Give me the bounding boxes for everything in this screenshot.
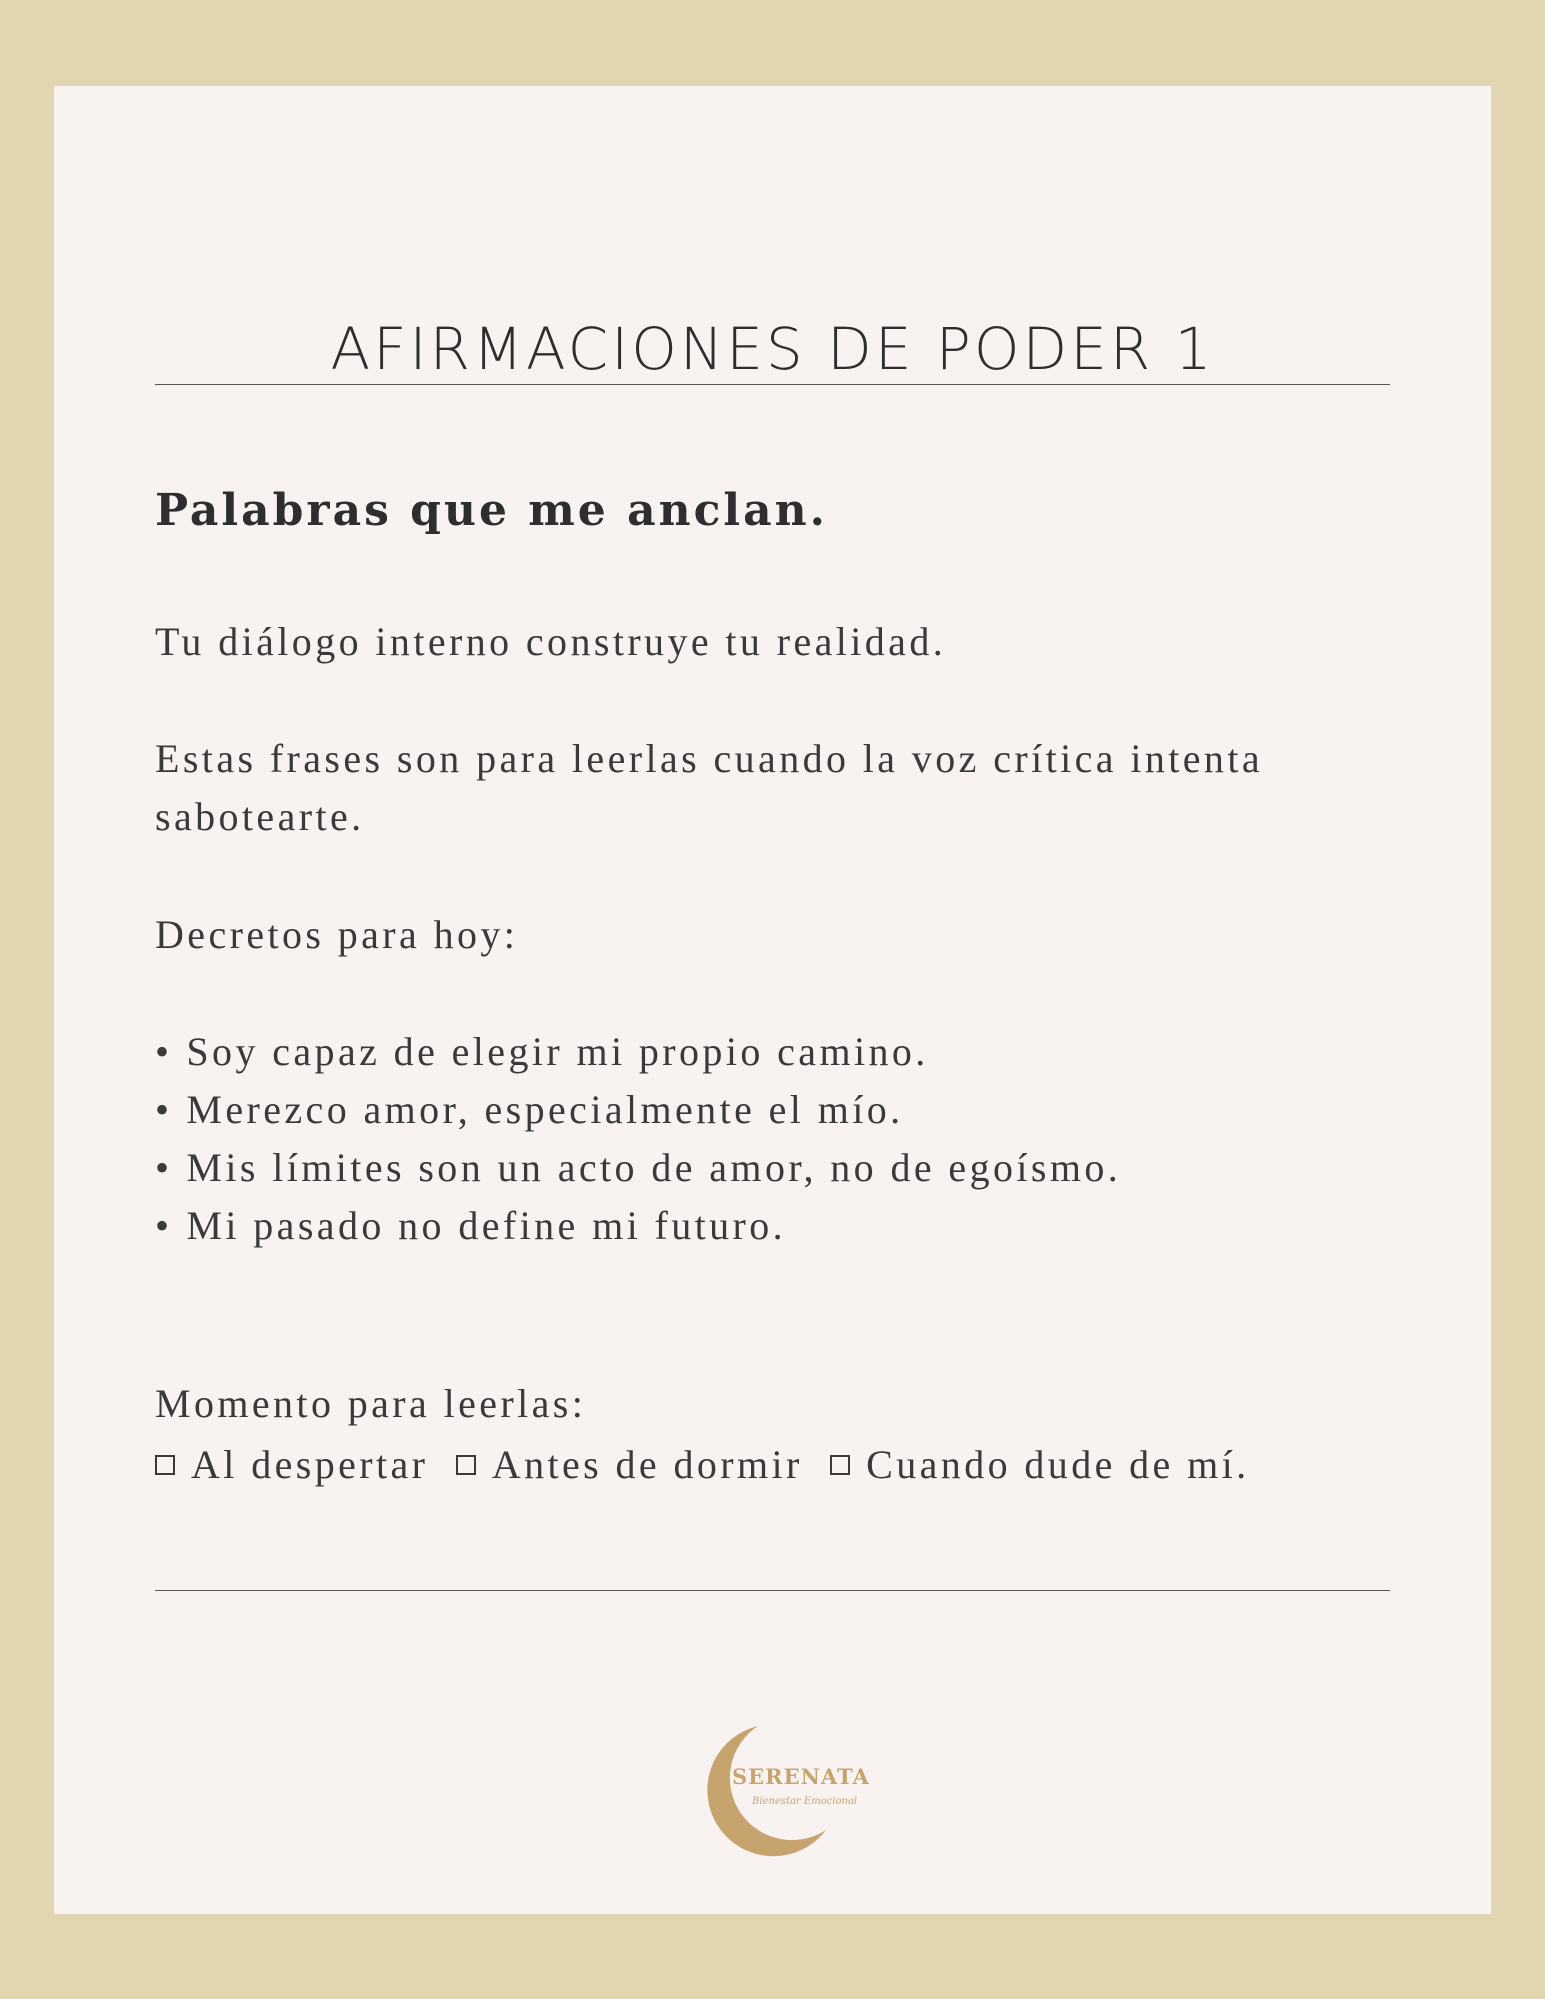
list-item: [155, 1139, 1121, 1197]
purpose-text-line1: Estas frases son para leerlas cuando la voz crítica intenta: [155, 736, 1263, 781]
checkbox-label: Al despertar: [191, 1442, 429, 1487]
checkbox-icon[interactable]: [456, 1455, 476, 1475]
top-divider: [155, 384, 1390, 385]
section-heading: Palabras que me anclan.: [155, 485, 828, 536]
moments-label: Momento para leerlas:: [155, 1381, 587, 1426]
checkbox-icon[interactable]: [830, 1455, 850, 1475]
logo-name: SERENATA: [732, 1764, 870, 1789]
bottom-divider: [155, 1590, 1390, 1591]
bullet-icon: •: [155, 1029, 173, 1074]
list-item: [155, 1023, 1121, 1081]
bullet-icon: •: [155, 1087, 173, 1132]
checkbox-option-sleep[interactable]: [456, 1436, 803, 1494]
moments-options: [155, 1433, 1264, 1494]
page-title: AFIRMACIONES DE PODER 1: [330, 315, 1215, 383]
list-item: [155, 1197, 1121, 1255]
bullet-icon: •: [155, 1203, 173, 1248]
crescent-moon-icon: [686, 1718, 906, 1868]
affirmations-list: [155, 1023, 1121, 1255]
affirmation-text: Merezco amor, especialmente el mío.: [186, 1087, 904, 1132]
checkbox-label: Cuando dude de mí.: [866, 1442, 1250, 1487]
worksheet-card: [54, 86, 1491, 1914]
affirmation-text: Soy capaz de elegir mi propio camino.: [186, 1029, 929, 1074]
bullet-icon: •: [155, 1145, 173, 1190]
serenata-logo: [686, 1718, 906, 1868]
affirmation-text: Mis límites son un acto de amor, no de egoísmo.: [186, 1145, 1122, 1190]
list-item: [155, 1081, 1121, 1139]
purpose-text-line2: sabotearte.: [155, 794, 365, 839]
decrees-label: Decretos para hoy:: [155, 912, 519, 957]
checkbox-option-wake[interactable]: [155, 1436, 428, 1494]
intro-text: Tu diálogo interno construye tu realidad.: [155, 619, 947, 664]
checkbox-icon[interactable]: [155, 1455, 175, 1475]
affirmation-text: Mi pasado no define mi futuro.: [186, 1203, 787, 1248]
logo-tagline: Bienestar Emocional: [752, 1796, 858, 1807]
checkbox-label: Antes de dormir: [491, 1442, 803, 1487]
checkbox-option-doubt[interactable]: [830, 1436, 1249, 1494]
